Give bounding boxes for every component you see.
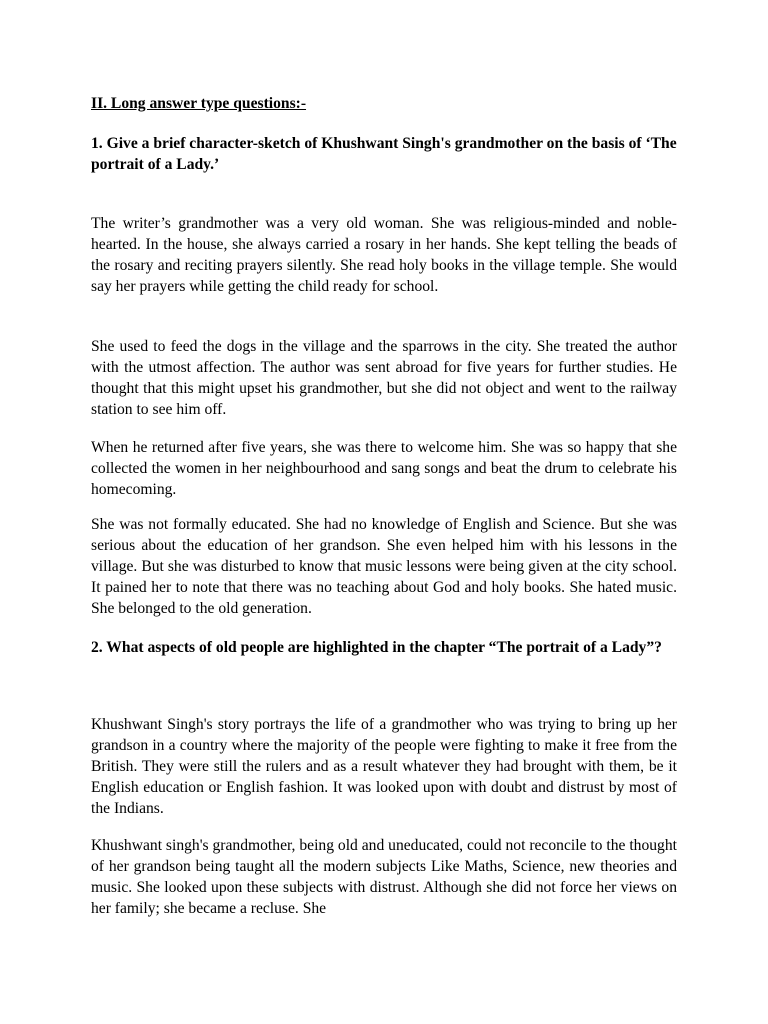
question-1: 1. Give a brief character-sketch of Khushwant Singh's grandmother on the basis of ‘The portrait of a Lady.’ <box>91 135 677 173</box>
question-2: 2. What aspects of old people are highlighted in the chapter “The portrait of a Lady”? <box>91 639 662 656</box>
answer-2-paragraph-1: Khushwant Singh's story portrays the life of a grandmother who was trying to bring up her grandson in a country where the majority of the people were fighting to make it free from the British. They were still the rulers and as a result whatever they had brought with them, be it English education or English fashion. It was looked upon with doubt and distrust by most of the Indians. <box>91 716 677 817</box>
answer-1-paragraph-3: When he returned after five years, she was there to welcome him. She was so happy that she collected the women in her neighbourhood and sang songs and beat the drum to celebrate his homecoming. <box>91 439 677 498</box>
section-heading: II. Long answer type questions:- <box>91 95 307 112</box>
answer-1-paragraph-1: The writer’s grandmother was a very old woman. She was religious-minded and noble-hearted. In the house, she always carried a rosary in her hands. She kept telling the beads of the rosary and reciting prayers silently. She read holy books in the village temple. She would say her prayers while getting the child ready for school. <box>91 215 677 295</box>
answer-2-paragraph-2: Khushwant singh's grandmother, being old and uneducated, could not reconcile to the thought of her grandson being taught all the modern subjects Like Maths, Science, new theories and music. She looked upon these subjects with distrust. Although she did not force her views on her family; she became a recluse. She <box>91 837 677 917</box>
answer-1-paragraph-2: She used to feed the dogs in the village and the sparrows in the city. She treated the author with the utmost affection. The author was sent abroad for five years for further studies. He thought that this might upset his grandmother, but she did not object and went to the railway station to see him off. <box>91 338 677 418</box>
answer-1-paragraph-4: She was not formally educated. She had no knowledge of English and Science. But she was serious about the education of her grandson. She even helped him with his lessons in the village. But she was disturbed to know that music lessons were being given at the city school. It pained her to note that there was no teaching about God and holy books. She hated music. She belonged to the old generation. <box>91 516 677 617</box>
